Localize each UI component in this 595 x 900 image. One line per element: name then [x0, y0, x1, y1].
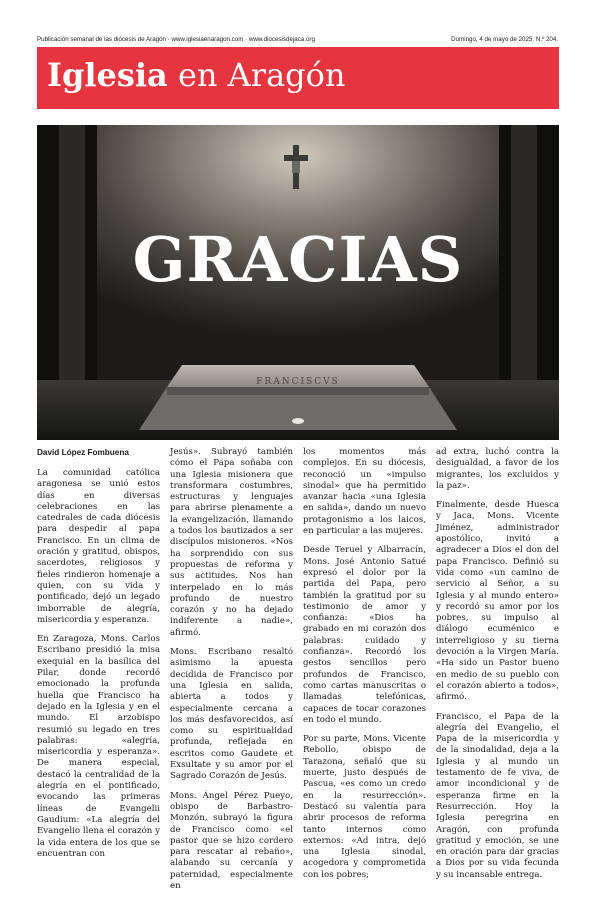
paragraph: Por su parte, Mons. Vicente Rebollo, obispo de Tarazona, señaló que su muerte, justo después de Pascua, «es como un credo en la resurrección». Destacó su valentía para abrir procesos de reforma tanto internos como externos: «Ad intra, dejó una Iglesia sinodal, acogedora y comprometida con los pobres;: [303, 734, 426, 880]
paragraph: La comunidad católica aragonesa se unió estos días en diversas celebraciones en las catedrales de cada diócesis para despedir al papa Francisco. En un clima de oración y gratitud, obispos, sacerdotes, religiosos y fieles rindieron homenaje a quien, con su vida y pontificado, dejó un legado imborrable de alegría, misericordia y esperanza.: [37, 468, 160, 625]
article-column-4: [436, 447, 559, 889]
brand-light: en Aragón: [167, 56, 346, 94]
article-body: [37, 447, 559, 891]
publication-line: Publicación semanal de las diócesis de Aragón · www.iglesiaenaragon.com · www.diocesisdejaca.org: [37, 36, 315, 43]
white-rose: [292, 418, 304, 424]
cover-headline: GRACIAS: [132, 223, 464, 296]
issue-date: Domingo, 4 de mayo de 2025. N.º 204.: [451, 36, 558, 43]
tomb-inscription: FRANCISCVS: [256, 377, 340, 387]
paragraph: Jesús». Subrayó también cómo el Papa soñaba con una Iglesia misionera que transformara costumbres, estructuras y lenguajes para abrirse plenamente a la evangelización, llamando a todos los bautizados a ser discípulos misioneros. «Nos ha sorprendido con sus propuestas de reforma y sus actitudes. Nos han interpelado en lo más profundo de nuestro corazón y no ha dejado indiferente a nadie», afirmó.: [170, 447, 293, 638]
paragraph: Mons. Ángel Pérez Pueyo, obispo de Barbastro-Monzón, subrayó la figura de Francisco como «el pastor que se hizo cordero para rescatar al rebaño», alabando su cercanía y paternidad, especialmente en: [170, 790, 293, 891]
paragraph: Desde Teruel y Albarracín, Mons. José Antonio Satué expresó el dolor por la partida del Papa, pero también la gratitud por su testimonio de amor y confianza: «Dios ha grabado en mi corazón dos palabras: cuidado y confianza». Recordó los gestos sencillos pero profundos de Francisco, como cartas manuscritas o llamadas telefónicas, capaces de tocar corazones en todo el mundo.: [303, 545, 426, 725]
article-column-3: [303, 447, 426, 889]
paragraph: los momentos más complejos. En su diócesis, reconoció un «impulso sinodal» que ha permitido avanzar hacia «una Iglesia en salida», dando un nuevo protagonismo a los laicos, en particular a las mujeres.: [303, 447, 426, 537]
cover-photo: [37, 125, 559, 440]
article-column-2: [170, 447, 293, 900]
paragraph: Finalmente, desde Huesca y Jaca, Mons. Vicente Jiménez, administrador apostólico, invitó a agradecer a Dios el don del papa Francisco. Definió su vida como «un camino de servicio al Señor, a su Iglesia y al mundo entero» y recordó su amor por los pobres, su impulso al diálogo ecuménico e interreligioso y su tierna devoción a la Virgen María. «Ha sido un Pastor bueno en medio de su pueblo con el corazón abierto a todos», afirmó.: [436, 500, 559, 703]
masthead: [37, 47, 559, 109]
paragraph: ad extra, luchó contra la desigualdad, a favor de los migrantes, los excluidos y la paz».: [436, 447, 559, 491]
masthead-title: [47, 53, 346, 97]
top-info-line: [37, 36, 558, 46]
paragraph: Mons. Escribano resaltó asimismo la apuesta decidida de Francisco por una Iglesia en salida, abierta a todos y especialmente cercana a los más desfavorecidos, así como su espiritualidad profunda, reflejada en escritos como Gaudete et Exsultate y su amor por el Sagrado Corazón de Jesús.: [170, 647, 293, 782]
brand-bold: Iglesia: [47, 56, 168, 94]
author-byline: David López Fombuena: [37, 448, 129, 457]
paragraph: En Zaragoza, Mons. Carlos Escribano presidió la misa exequial en la basílica del Pilar, donde recordó emocionado la profunda huella que Francisco ha dejado en la Iglesia y en el mundo. El arzobispo resumió su legado en tres palabras: «alegría, misericordia y esperanza». De manera especial, destacó la centralidad de la alegría en el pontificado, evocando las primeras líneas de Evangelii Gaudium: «La alegría del Evangelio llena el corazón y la vida entera de los que se encuentran con: [37, 634, 160, 859]
article-column-1: [37, 447, 160, 868]
paragraph: Francisco, el Papa de la alegría del Evangelio, el Papa de la misericordia y de la sinodalidad, deja a la Iglesia y al mundo un testamento de fe viva, de amor incondicional y de esperanza firme en la Resurrección. Hoy la Iglesia peregrina en Aragón, con profunda gratitud y emoción, se une en oración para dar gracias a Dios por su vida fecunda y su incansable entrega.: [436, 711, 559, 880]
